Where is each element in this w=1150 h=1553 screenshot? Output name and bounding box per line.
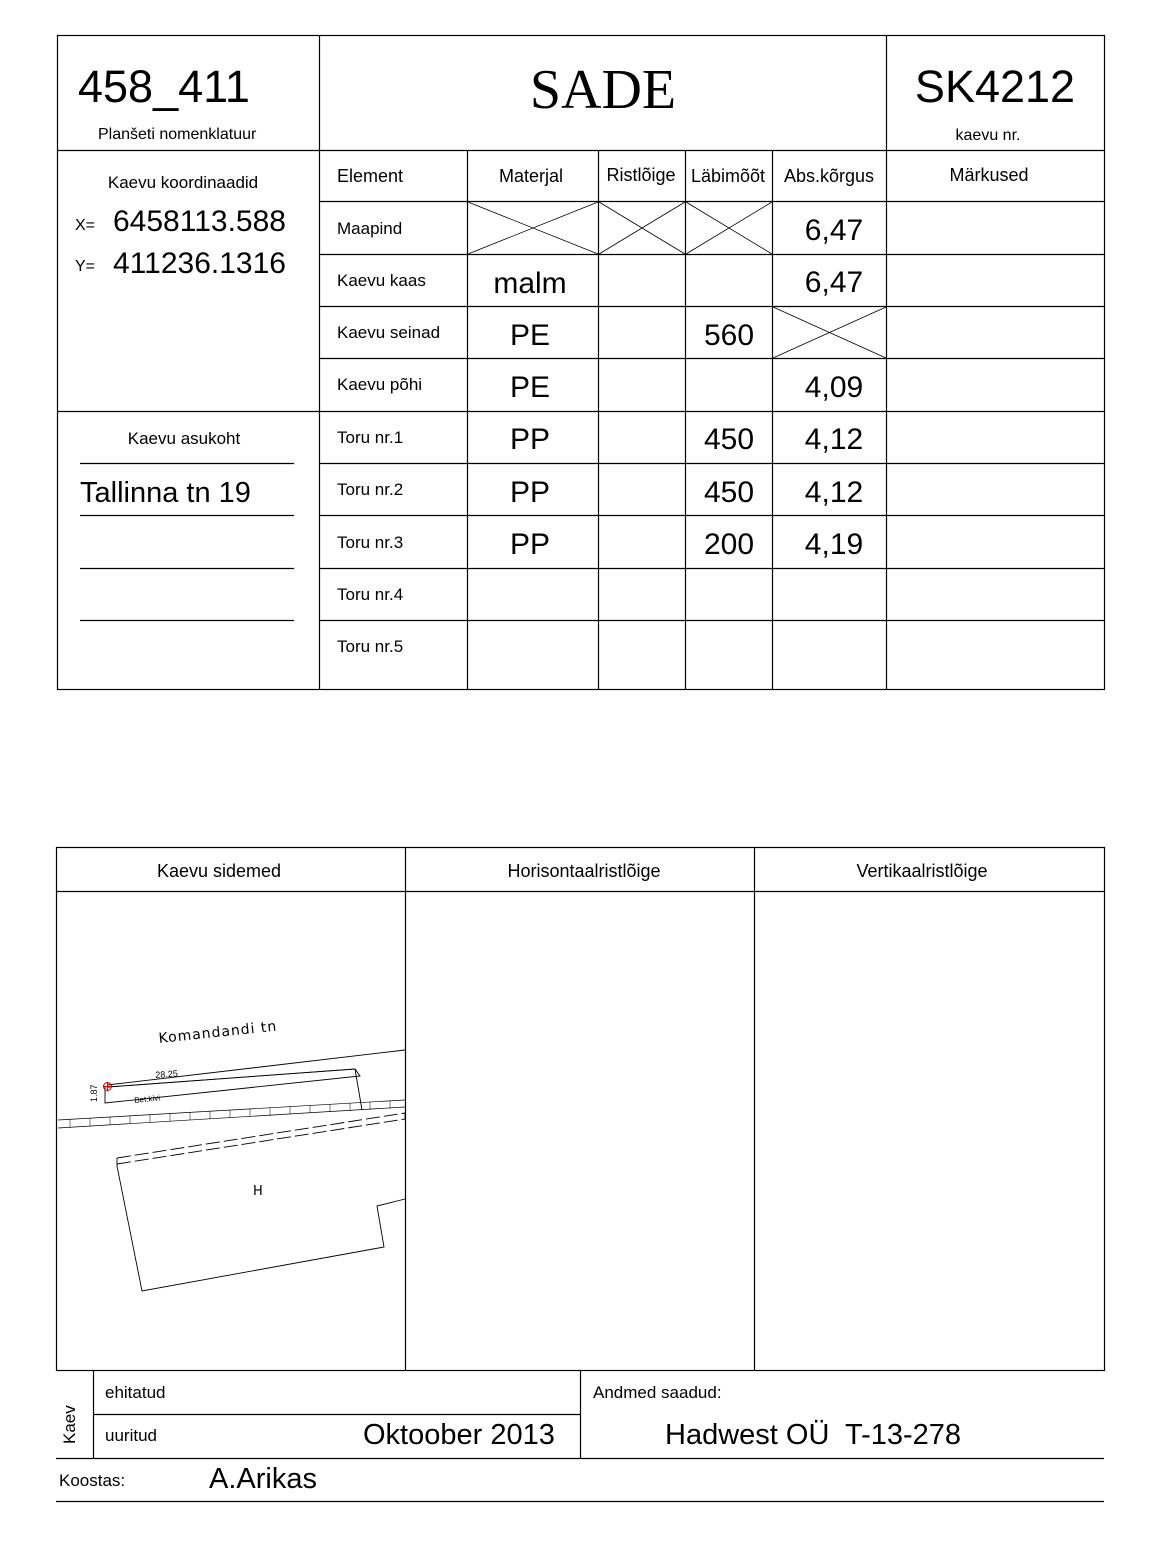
tie-line	[108, 1069, 355, 1087]
col-header-cross-section: Ristlõige	[606, 165, 676, 185]
table-row-element: Toru nr.4	[337, 585, 404, 604]
location-label: Kaevu asukoht	[127, 429, 241, 448]
table-row-element: Kaevu seinad	[337, 323, 441, 342]
coordinates-label: Kaevu koordinaadid	[107, 173, 259, 192]
table-row-element: Toru nr.2	[337, 480, 404, 499]
table-row-material: PE	[509, 319, 551, 352]
network-type-title: SADE	[529, 59, 677, 121]
tie-distance-label: 28.25	[154, 1068, 179, 1080]
nomenclature-value: 458_411	[78, 61, 250, 112]
built-label: ehitatud	[105, 1383, 166, 1402]
building-outline	[117, 1158, 405, 1291]
table-row-diameter: 200	[703, 528, 755, 561]
col-header-diameter: Läbimõõt	[690, 166, 766, 186]
ties-section-header: Kaevu sidemed	[156, 861, 282, 881]
offset-distance-label: 1.87	[89, 1084, 99, 1102]
well-number-label: kaevu nr.	[955, 127, 1021, 144]
manhole-marker-icon	[103, 1082, 112, 1091]
table-row-elevation: 4,19	[804, 528, 864, 561]
street-name-label: Komandandi tn	[157, 1018, 278, 1047]
table-row-diameter: 450	[703, 476, 755, 509]
nomenclature-label: Planšeti nomenklatuur	[98, 126, 257, 143]
table-row-elevation: 4,12	[804, 476, 864, 509]
compiled-by-label: Koostas:	[59, 1471, 126, 1490]
table-row-material: PP	[509, 476, 551, 509]
compiled-by-value: A.Arikas	[209, 1463, 317, 1495]
table-row-diameter: 560	[703, 319, 755, 352]
col-header-elevation: Abs.kõrgus	[783, 166, 875, 186]
street-edge	[107, 1050, 405, 1085]
surveyed-value: Oktoober 2013	[363, 1419, 555, 1451]
table-row-material: malm	[493, 267, 567, 300]
surveyed-label: uuritud	[105, 1426, 157, 1445]
x-coordinate-value: 6458113.588	[113, 205, 286, 238]
table-row-element: Maapind	[337, 219, 403, 238]
table-row-element: Kaevu põhi	[337, 375, 423, 394]
table-row-material: PP	[509, 423, 551, 456]
well-vertical-label: Kaev	[60, 1405, 79, 1444]
table-row-element: Kaevu kaas	[337, 271, 426, 290]
table-row-diameter: 450	[703, 423, 755, 456]
table-row-element: Toru nr.5	[337, 637, 404, 656]
table-row-element: Toru nr.3	[337, 533, 404, 552]
sections-frame	[57, 848, 1105, 1371]
location-line-1: Tallinna tn 19	[80, 477, 251, 509]
x-coordinate-label: X=	[75, 217, 96, 234]
table-row-elevation: 6,47	[804, 266, 864, 299]
y-coordinate-label: Y=	[75, 258, 96, 275]
table-row-element: Toru nr.1	[337, 428, 404, 447]
table-row-elevation: 6,47	[804, 214, 864, 247]
table-row-material: PP	[509, 528, 551, 561]
table-row-elevation: 4,12	[804, 423, 864, 456]
well-number: SK4212	[914, 61, 1076, 112]
col-header-element: Element	[337, 166, 404, 186]
data-source-label: Andmed saadud:	[593, 1383, 722, 1402]
curb-label: Bet.kivi	[133, 1093, 161, 1105]
vertical-section-header: Vertikaalristlõige	[856, 861, 988, 881]
building-label: H	[253, 1184, 263, 1199]
y-coordinate-value: 411236.1316	[113, 247, 286, 280]
table-row-material: PE	[509, 371, 551, 404]
col-header-material: Materjal	[498, 166, 564, 186]
horizontal-section-header: Horisontaalristlõige	[507, 861, 661, 881]
table-row-elevation: 4,09	[804, 371, 864, 404]
data-source-value: Hadwest OÜ T-13-278	[665, 1419, 962, 1451]
col-header-notes: Märkused	[949, 165, 1029, 185]
